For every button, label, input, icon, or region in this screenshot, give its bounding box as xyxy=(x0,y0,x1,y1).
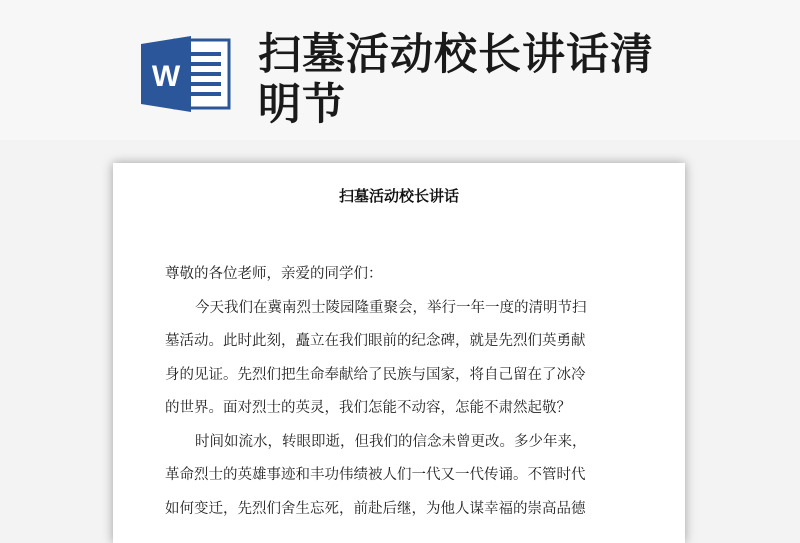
document-page xyxy=(113,163,685,543)
document-line: 今天我们在冀南烈士陵园隆重聚会，举行一年一度的清明节扫 xyxy=(195,299,587,316)
document-title: 扫墓活动校长讲话 xyxy=(338,187,459,205)
document-line: 如何变迁，先烈们舍生忘死，前赴后继，为他人谋幸福的崇高品德 xyxy=(165,500,586,517)
document-line: 身的见证。先烈们把生命奉献给了民族与国家，将自己留在了冰冷 xyxy=(165,366,586,383)
document-line: 的世界。面对烈士的英灵，我们怎能不动容，怎能不肃然起敬？ xyxy=(165,400,571,416)
document-line: 革命烈士的英雄事迹和丰功伟绩被人们一代又一代传诵。不管时代 xyxy=(165,467,586,483)
document-line: 尊敬的各位老师，亲爱的同学们： xyxy=(165,266,383,282)
document-body xyxy=(165,258,635,526)
word-icon-letter: W xyxy=(151,60,181,93)
document-line: 墓活动。此时此刻，矗立在我们眼前的纪念碑，就是先烈们英勇献 xyxy=(165,333,586,349)
document-line: 时间如流水，转眼即逝，但我们的信念未曾更改。多少年来， xyxy=(195,433,587,450)
page-title xyxy=(258,30,678,130)
word-document-icon xyxy=(141,34,233,114)
page-title-line-2: 明节 xyxy=(258,80,346,130)
page-title-line-1: 扫墓活动校长讲话清 xyxy=(258,30,654,80)
